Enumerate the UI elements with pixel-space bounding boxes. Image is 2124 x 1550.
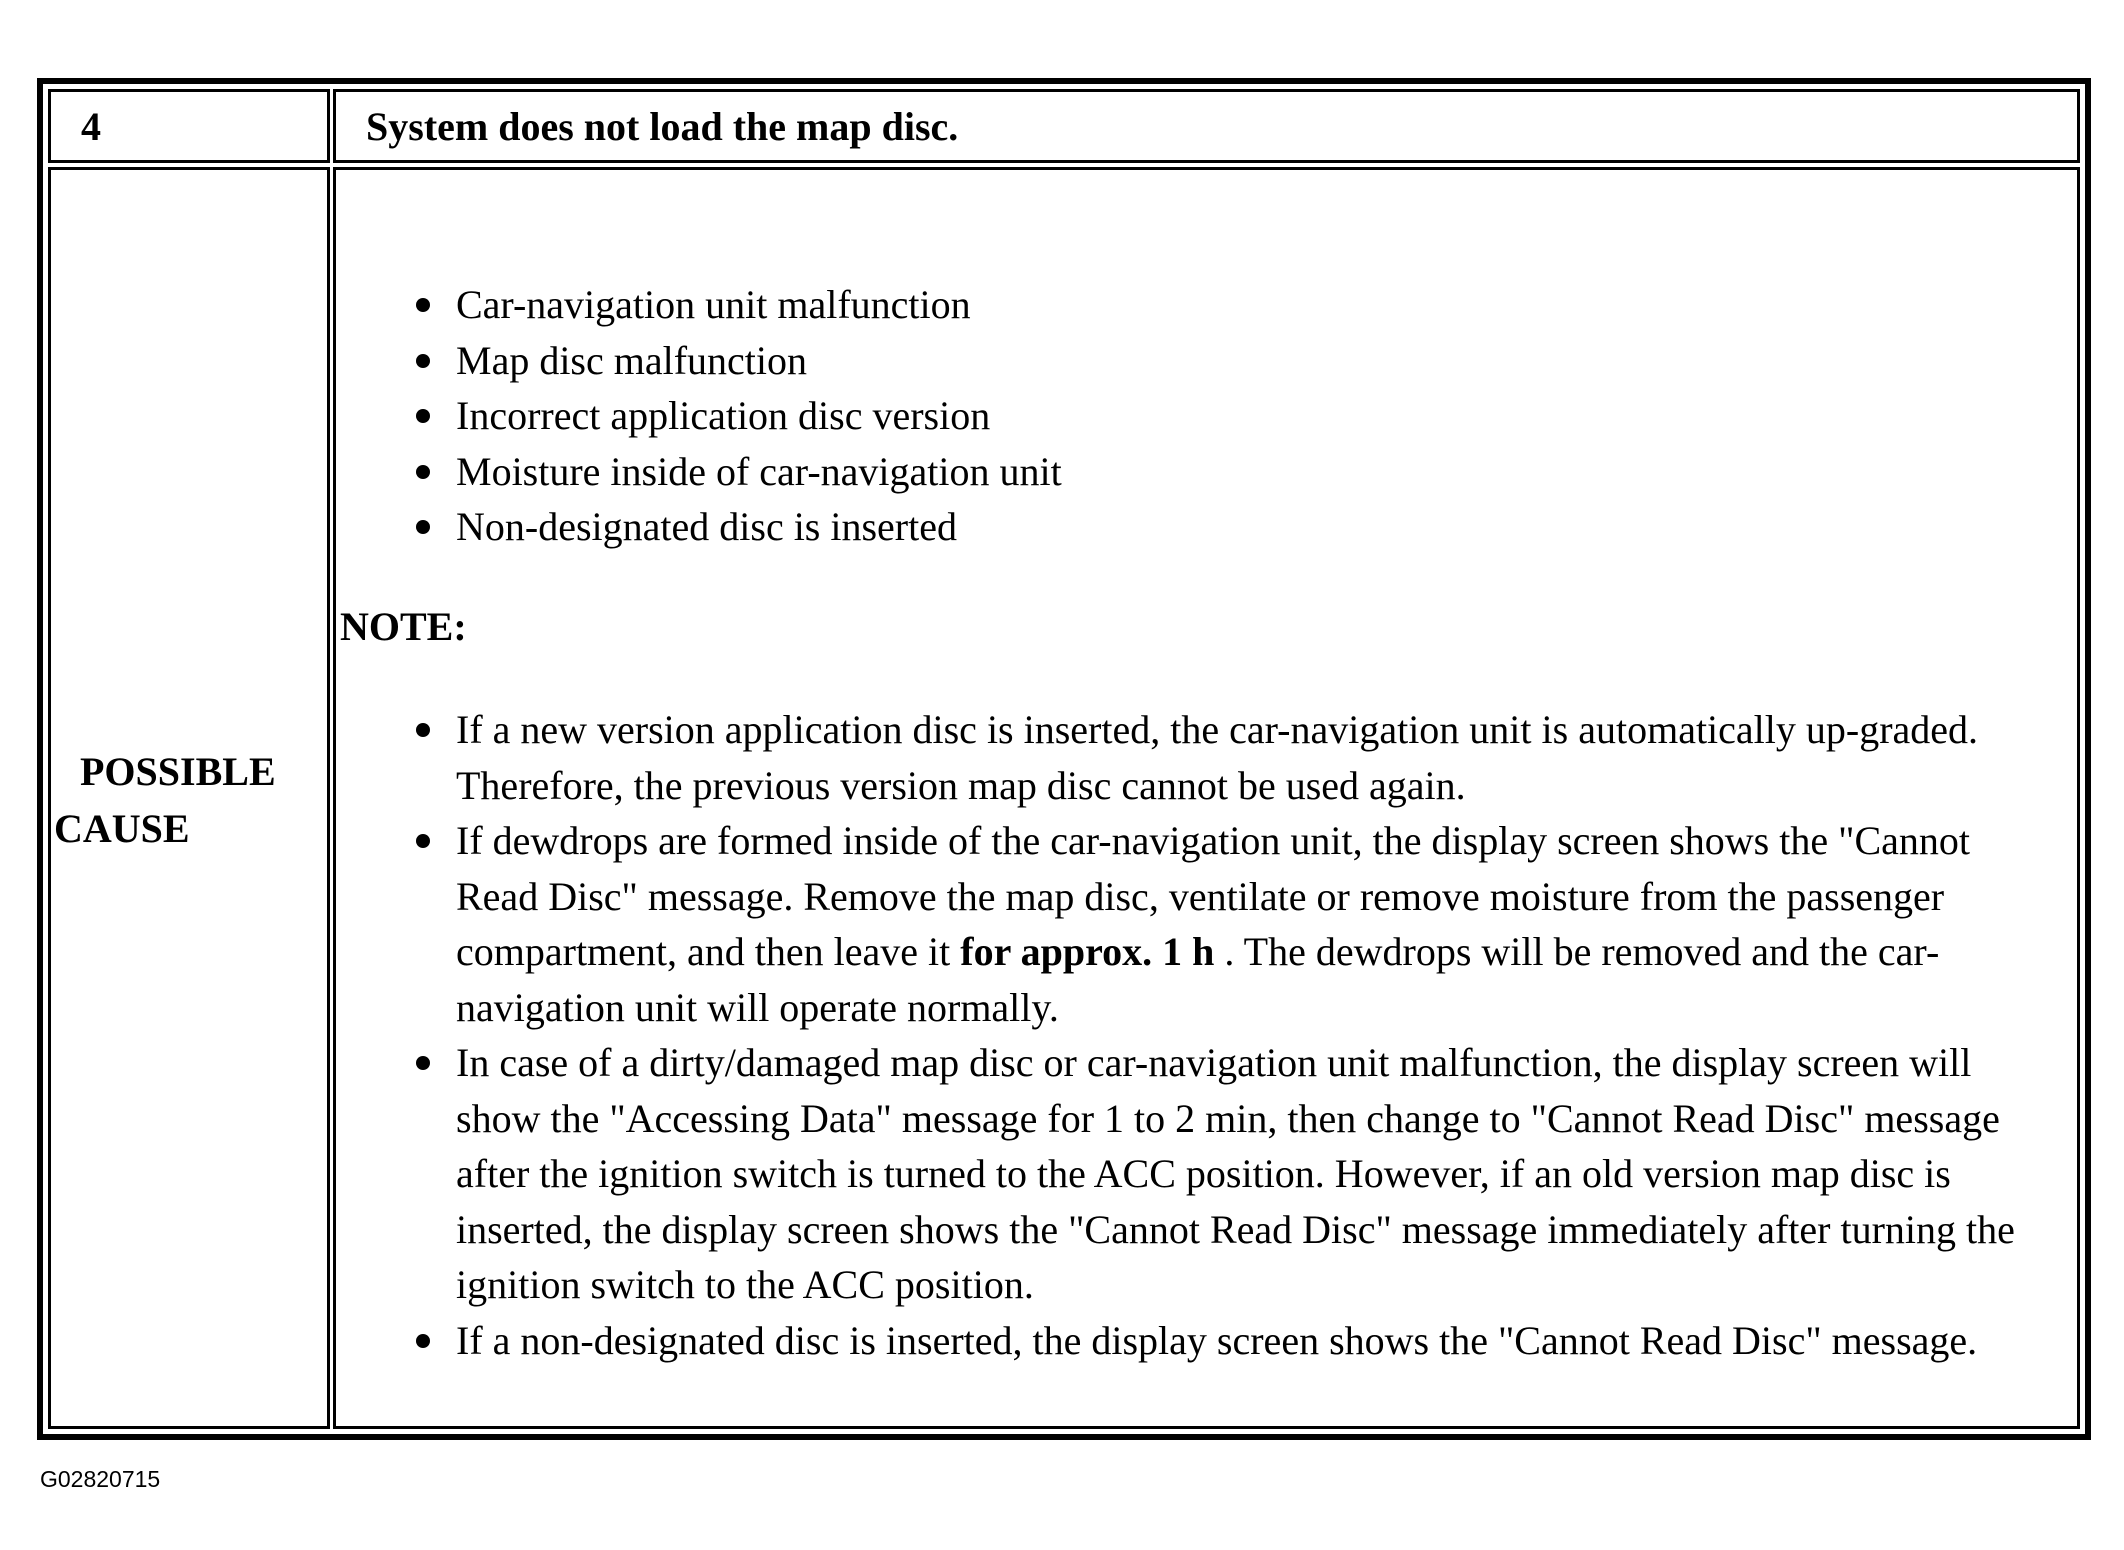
cause-item — [416, 333, 1062, 389]
symptom-title: System does not load the map disc. — [366, 104, 959, 149]
label-line-2: CAUSE — [54, 806, 190, 851]
step-number: 4 — [81, 104, 101, 149]
step-number-cell — [48, 89, 330, 163]
cause-list — [416, 277, 1062, 555]
bullet-icon — [416, 1056, 430, 1070]
note-heading: NOTE: — [340, 604, 467, 649]
bullet-icon — [416, 298, 430, 312]
bullet-icon — [416, 520, 430, 534]
cause-text: Map disc malfunction — [456, 337, 808, 383]
bullet-icon — [416, 465, 430, 479]
image-code: G02820715 — [40, 1466, 161, 1492]
note-item — [416, 813, 2056, 1035]
cause-item — [416, 499, 1062, 555]
cause-item — [416, 444, 1062, 500]
possible-cause-label — [54, 743, 276, 857]
possible-cause-label-cell — [48, 167, 330, 1429]
note-list — [416, 702, 2056, 1368]
bullet-icon — [416, 409, 430, 423]
cause-item — [416, 277, 1062, 333]
note-bold-text: for approx. 1 h — [960, 929, 1215, 974]
possible-cause-content-cell — [333, 167, 2080, 1429]
note-text: If a non-designated disc is inserted, the display screen shows the "Cannot Read Disc" message. — [456, 1317, 1978, 1363]
note-text: . The dewdrops will be removed and the car-navigation unit will operate normally. — [456, 929, 1940, 1030]
bullet-icon — [416, 723, 430, 737]
note-text: If dewdrops are formed inside of the car-navigation unit, the display screen shows the "Cannot Read Disc" message. Remove the map disc, ventilate or remove moisture from the passenger compartment, and then leave it — [456, 818, 1970, 974]
note-item — [416, 1035, 2056, 1313]
note-item — [416, 1313, 2056, 1369]
bullet-icon — [416, 354, 430, 368]
cause-text: Incorrect application disc version — [456, 393, 991, 438]
cause-text: Non-designated disc is inserted — [456, 504, 957, 549]
cause-text: Car-navigation unit malfunction — [456, 282, 971, 327]
symptom-title-cell — [333, 89, 2080, 163]
cause-text: Moisture inside of car-navigation unit — [456, 448, 1062, 494]
note-text: In case of a dirty/damaged map disc or car-navigation unit malfunction, the display screen will show the "Accessing Data" message for 1 to 2 min, then change to "Cannot Read Disc" message after the ignition switch is turned to the ACC position. However, if an old version map disc is inserted, the display screen shows the "Cannot Read Disc" message immediately after turning the ignition switch to the ACC position. — [456, 1040, 2015, 1307]
bullet-icon — [416, 1334, 430, 1348]
bullet-icon — [416, 834, 430, 848]
note-text: If a new version application disc is inserted, the car-navigation unit is automatically up-graded. Therefore, the previous version map disc cannot be used again. — [456, 707, 1979, 808]
note-item — [416, 702, 2056, 813]
cause-item — [416, 388, 1062, 444]
label-line-1: POSSIBLE — [80, 749, 276, 794]
